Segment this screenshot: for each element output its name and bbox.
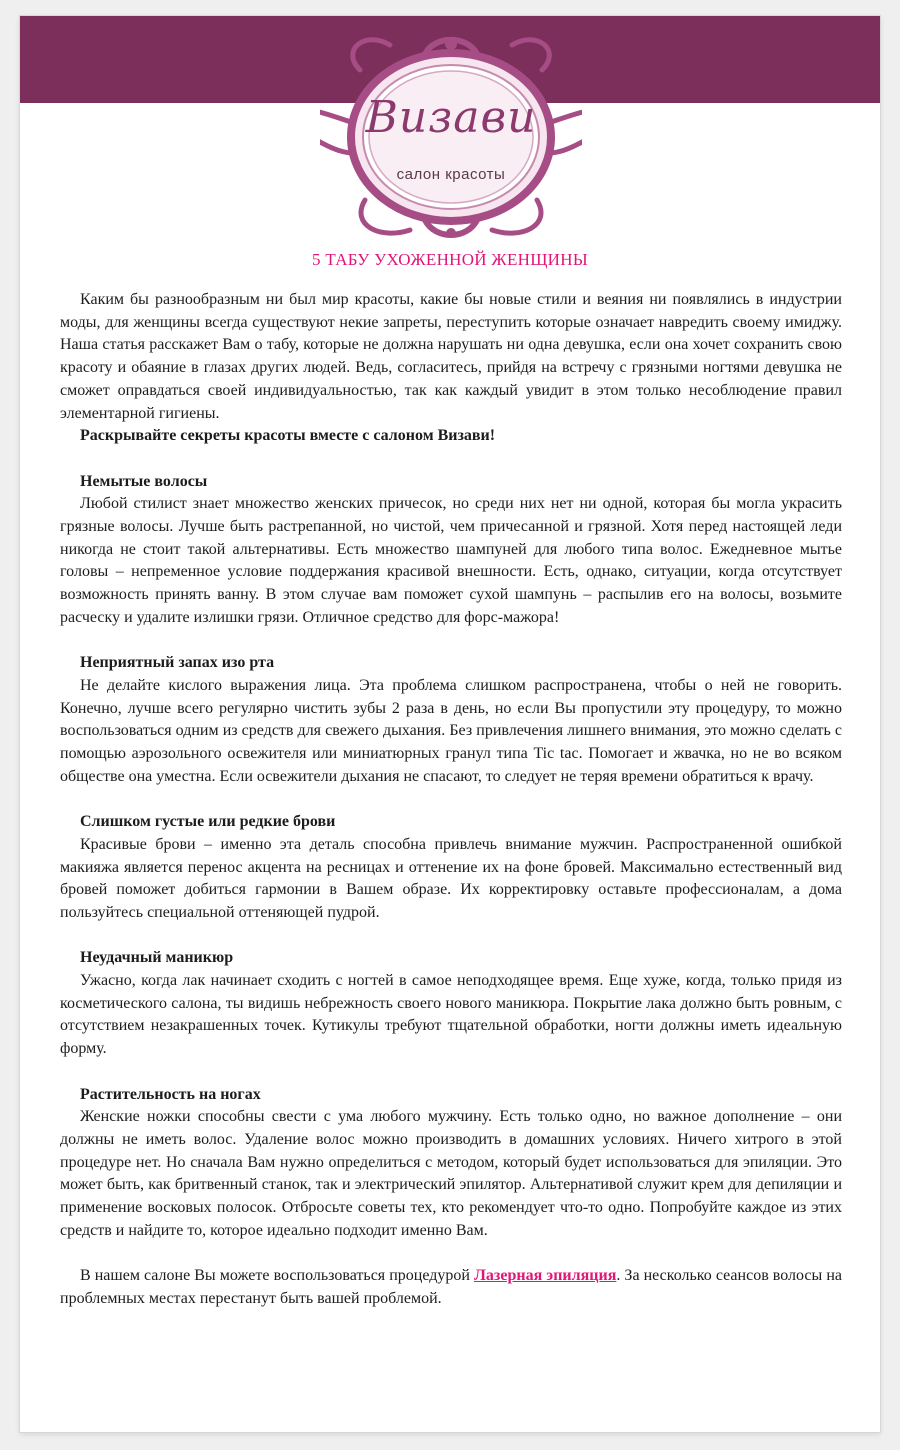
section-heading: Неприятный запах изо рта [80,654,275,672]
section-paragraph: Ужасно, когда лак начинает сходить с ногтей в самое неподходящее время. Еще хуже, когда, только придя из косметического салона, ты видишь небрежность своего нового маникюра. Покрытие лака должно быть ровным, с отсутствием незакрашенных точек. Кутикулы требуют тщательной обработки, ногти должны иметь идеальную форму. [60,972,842,1058]
document-page [20,16,880,1432]
intro-paragraph: Каким бы разнообразным ни был мир красоты, какие бы новые стили и веяния ни появлялись в индустрии моды, для женщины всегда существуют некие запреты, переступить которые означает навредить своему имиджу. Наша статья расскажет Вам о табу, которые не должна нарушать ни одна девушка, если она хочет сохранить свою красоту и обаяние в глазах других людей. Ведь, согласитесь, прийдя на встречу с грязными ногтями девушка не сможет оправдаться своей индивидуальностью, так как каждый увидит в этом только несоблюдение правил элементарной гигиены. [60,291,842,422]
tagline: Раскрывайте секреты красоты вместе с салоном Визави! [80,427,496,445]
brand-subtitle: салон красоты [396,166,506,183]
section-paragraph: Женские ножки способны свести с ума любого мужчину. Есть только одно, но важное дополнение – они должны не иметь волос. Удаление волос можно производить в домашних условиях. Ничего хитрого в этой процедуре нет. Но сначала Вам нужно определиться с методом, который будет использоваться для эпиляции. Это может быть, как бритвенный станок, так и электрический эпилятор. Альтернативой служит крем для депиляции и применение восковых полосок. Отбросьте советы тех, кто рекомендует что-то одно. Попробуйте каждое из этих средств и найдите то, которое идеально подходит именно Вам. [60,1108,842,1239]
section-paragraph: Не делайте кислого выражения лица. Эта проблема слишком распространена, чтобы о ней не говорить. Конечно, лучше всего регулярно чистить зубы 2 раза в день, но если Вы пропустили эту процедуру, то можно воспользоваться одним из средств для свежего дыхания. Без привлечения лишнего внимания, это можно сделать с помощью аэрозольного освежителя или миниатюрных гранул типа Tic tac. Помогает и жвачка, но не во всяком обществе она уместна. Если освежители дыхания не спасают, то следует не теряя времени обратиться к врачу. [60,676,842,785]
salon-logo [320,30,582,248]
article-title: 5 ТАБУ УХОЖЕННОЙ ЖЕНЩИНЫ [312,250,588,269]
section-paragraph: Любой стилист знает множество женских причесок, но среди них нет ни одной, которая бы могла украсить грязные волосы. Лучше быть растрепанной, но чистой, чем причесанной и грязной. Хотя перед настоящей леди никогда не стоит такой альтернативы. Есть множество шампуней для любого типа волос. Ежедневное мытье головы – непременное условие поддержания красивой внешности. Есть, однако, ситуации, когда отсутствует возможность принять ванну. В этом случае вам поможет сухой шампунь – распылив его на волосы, возьмите расческу и удалите излишки грязи. Отличное средство для форс-мажора! [60,495,842,626]
section-heading: Слишком густые или редкие брови [80,813,336,831]
article-body [60,289,842,1311]
closing-text-after: . За несколько сеансов волосы на проблемных местах перестанут быть вашей проблемой. [60,1267,843,1307]
section-heading: Растительность на ногах [80,1085,261,1103]
section-heading: Неудачный маникюр [80,949,234,967]
closing-paragraph [60,1265,842,1310]
section-paragraph: Красивые брови – именно эта деталь способна привлечь внимание мужчин. Распространенной ошибкой макияжа является перенос акцента на ресницах и оттенение их на фоне бровей. Максимально естественный вид бровей поможет добиться гармонии в Вашем образе. Их корректировку оставьте профессионалам, а дома пользуйтесь специальной оттеняющей пудрой. [60,835,842,921]
brand-name: Визави [365,92,537,143]
closing-text-before: В нашем салоне Вы можете воспользоваться процедурой [80,1267,474,1285]
laser-epilation-link[interactable]: Лазерная эпиляция [474,1267,617,1285]
section-heading: Немытые волосы [80,472,208,490]
